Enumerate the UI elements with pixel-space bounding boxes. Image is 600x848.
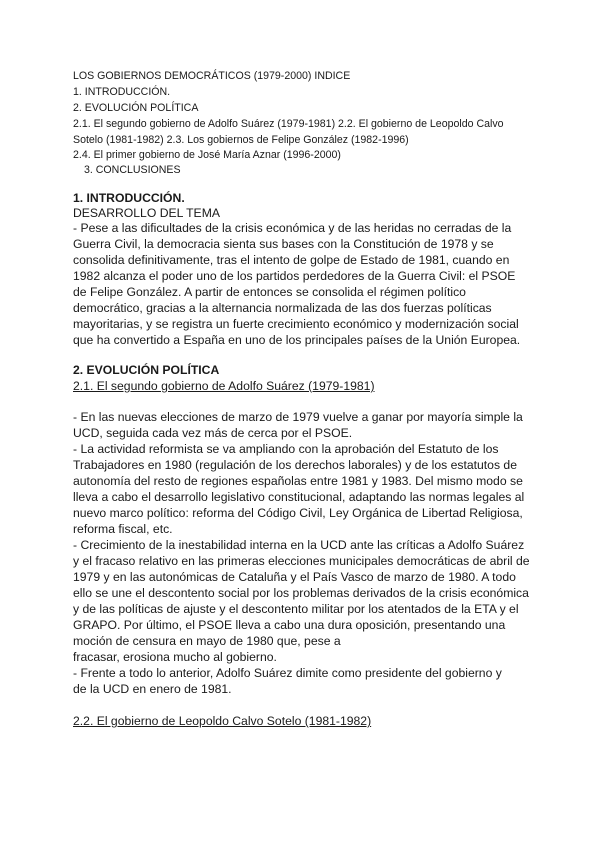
index-item: Sotelo (1981-1982) 2.3. Los gobiernos de Felipe González (1982-1996) <box>73 134 409 146</box>
subsection-heading: 2.1. El segundo gobierno de Adolfo Suárez (1979-1981) <box>73 379 375 393</box>
index-item: 2. EVOLUCIÓN POLÍTICA <box>73 102 199 114</box>
paragraph-line: y el fracaso relativo en las primeras elecciones municipales democráticas de abril de <box>73 554 530 568</box>
paragraph-line: - La actividad reformista se va ampliando con la aprobación del Estatuto de los <box>73 442 499 456</box>
paragraph-line: autonomía del resto de regiones españolas entre 1981 y 1983. Del mismo modo se <box>73 474 523 488</box>
paragraph-line: - Frente a todo lo anterior, Adolfo Suárez dimite como presidente del gobierno y <box>73 666 502 680</box>
paragraph-line: 1982 alcanza el poder uno de los partidos perdedores de la Guerra Civil: el PSOE <box>73 269 516 283</box>
paragraph-line: y de las políticas de ajuste y el descontento militar por los atentados de la ETA y el <box>73 602 519 616</box>
index-item: 1. INTRODUCCIÓN. <box>73 86 171 98</box>
paragraph-line: que ha convertido a España en uno de los principales países de la Unión Europea. <box>73 333 521 347</box>
paragraph-line: reforma fiscal, etc. <box>73 522 173 536</box>
section-heading: 1. INTRODUCCIÓN. <box>73 191 185 205</box>
paragraph-line: fracasar, erosiona mucho al gobierno. <box>73 650 277 664</box>
subsection-heading: 2.2. El gobierno de Leopoldo Calvo Sotelo (1981-1982) <box>73 714 372 728</box>
paragraph-line: mayoritarias, y se registra un fuerte crecimiento económico y modernización social <box>73 317 519 331</box>
paragraph-line: 1979 y en las autonómicas de Cataluña y el País Vasco de marzo de 1980. A todo <box>73 570 516 584</box>
paragraph-line: - Crecimiento de la inestabilidad interna en la UCD ante las críticas a Adolfo Suárez <box>73 538 525 552</box>
paragraph-line: moción de censura en mayo de 1980 que, pese a <box>73 634 341 648</box>
paragraph-line: Guerra Civil, la democracia sienta sus bases con la Constitución de 1978 y se <box>73 237 494 251</box>
paragraph-line: lleva a cabo el desarrollo legislativo constitucional, adaptando las normas legales al <box>73 490 525 504</box>
paragraph-line: UCD, seguida cada vez más de cerca por el PSOE. <box>73 426 353 440</box>
index-item: 3. CONCLUSIONES <box>84 164 181 176</box>
paragraph-line: nuevo marco político: reforma del Código Civil, Ley Orgánica de Libertad Religiosa, <box>73 506 523 520</box>
section-heading: 2. EVOLUCIÓN POLÍTICA <box>73 363 220 377</box>
paragraph-line: de Felipe González. A partir de entonces se consolida el régimen político <box>73 285 466 299</box>
paragraph-line: Trabajadores en 1980 (regulación de los derechos laborales) y de los estatutos de <box>73 458 517 472</box>
index-item: 2.4. El primer gobierno de José María Aznar (1996-2000) <box>73 149 341 161</box>
section-subheading: DESARROLLO DEL TEMA <box>73 206 220 220</box>
paragraph-line: GRAPO. Por último, el PSOE lleva a cabo una dura oposición, presentando una <box>73 618 506 632</box>
index-title: LOS GOBIERNOS DEMOCRÁTICOS (1979-2000) INDICE <box>73 70 351 82</box>
paragraph-line: - Pese a las dificultades de la crisis económica y de las heridas no cerradas de la <box>73 221 512 235</box>
paragraph-line: democrático, gracias a la alternancia normalizada de las dos fuerzas políticas <box>73 301 492 315</box>
paragraph-line: - En las nuevas elecciones de marzo de 1979 vuelve a ganar por mayoría simple la <box>73 410 523 424</box>
index-item: 2.1. El segundo gobierno de Adolfo Suárez (1979-1981) 2.2. El gobierno de Leopoldo Calvo <box>73 118 504 130</box>
paragraph-line: ello se une el descontento social por los problemas derivados de la crisis económica <box>73 586 529 600</box>
paragraph-line: consolida definitivamente, tras el intento de golpe de Estado de 1981, cuando en <box>73 253 510 267</box>
paragraph-line: de la UCD en enero de 1981. <box>73 682 232 696</box>
